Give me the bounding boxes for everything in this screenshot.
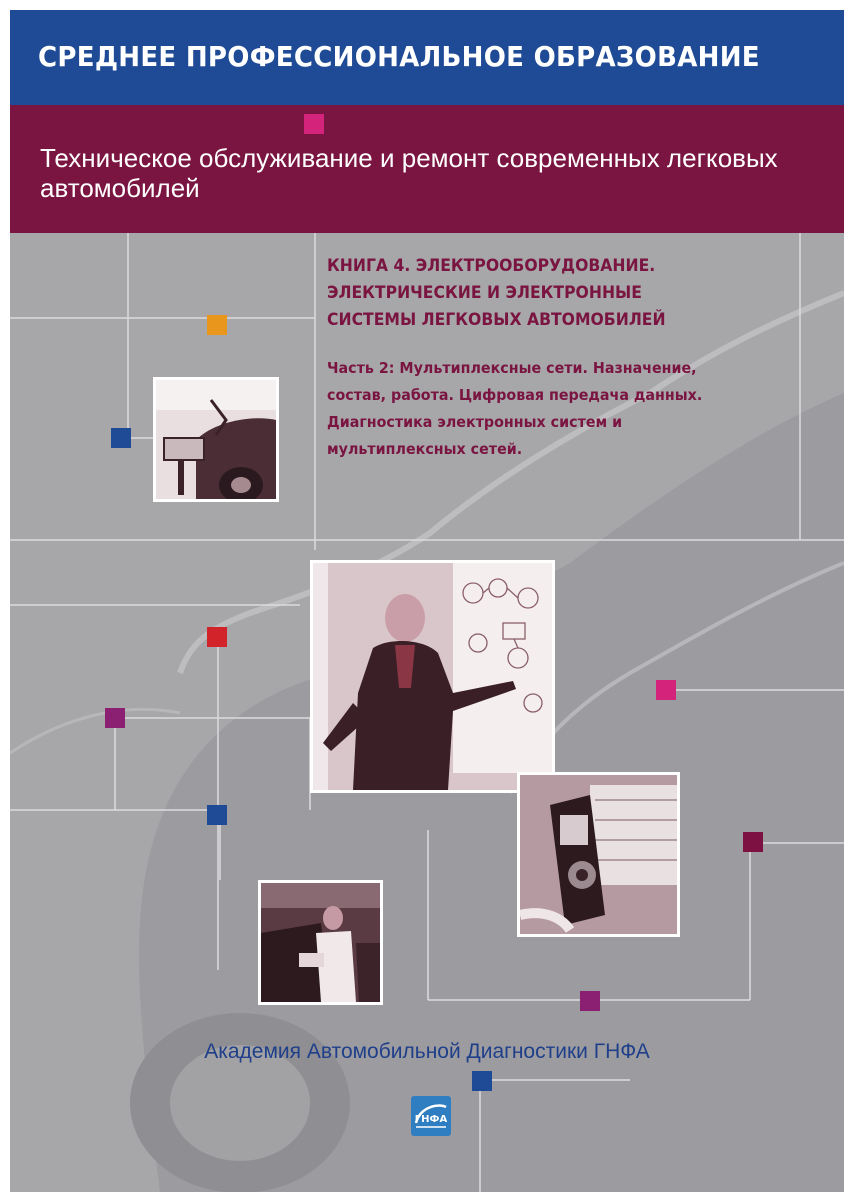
pink-square-header [304, 114, 324, 134]
series-title: СРЕДНЕЕ ПРОФЕССИОНАЛЬНОЕ ОБРАЗОВАНИЕ [38, 40, 760, 73]
part-title: Часть 2: Мультиплексные сети. Назначение, состав, работа. Цифровая передача данных. Диагностика электронных систем и мультиплексных сетей. [327, 359, 703, 458]
photo-mechanic-engine [258, 880, 383, 1005]
photo-diagnostic-station [153, 377, 279, 502]
book-title: Техническое обслуживание и ремонт современных легковых автомобилей [40, 143, 778, 203]
gnfa-logo [410, 1095, 452, 1137]
series-banner [10, 10, 844, 105]
navy-square-logo [472, 1071, 492, 1091]
orange-square [207, 315, 227, 335]
purple-square-bottom [580, 991, 600, 1011]
photo-lecturer-whiteboard [310, 560, 555, 793]
publisher-name: Академия Автомобильной Диагностики ГНФА [204, 1040, 650, 1063]
photo-multimeter [517, 772, 680, 937]
book-cover [10, 10, 844, 1192]
navy-square-left-top [111, 428, 131, 448]
maroon-square-right [743, 832, 763, 852]
title-banner [10, 105, 844, 233]
pink-square-right [656, 680, 676, 700]
purple-square-left [105, 708, 125, 728]
navy-square-center [207, 805, 227, 825]
logo-text: ГНФА [414, 1114, 448, 1125]
red-square [207, 627, 227, 647]
book-number-heading: КНИГА 4. ЭЛЕКТРООБОРУДОВАНИЕ. ЭЛЕКТРИЧЕСКИЕ И ЭЛЕКТРОННЫЕ СИСТЕМЫ ЛЕГКОВЫХ АВТОМОБИЛЕЙ [327, 256, 666, 330]
